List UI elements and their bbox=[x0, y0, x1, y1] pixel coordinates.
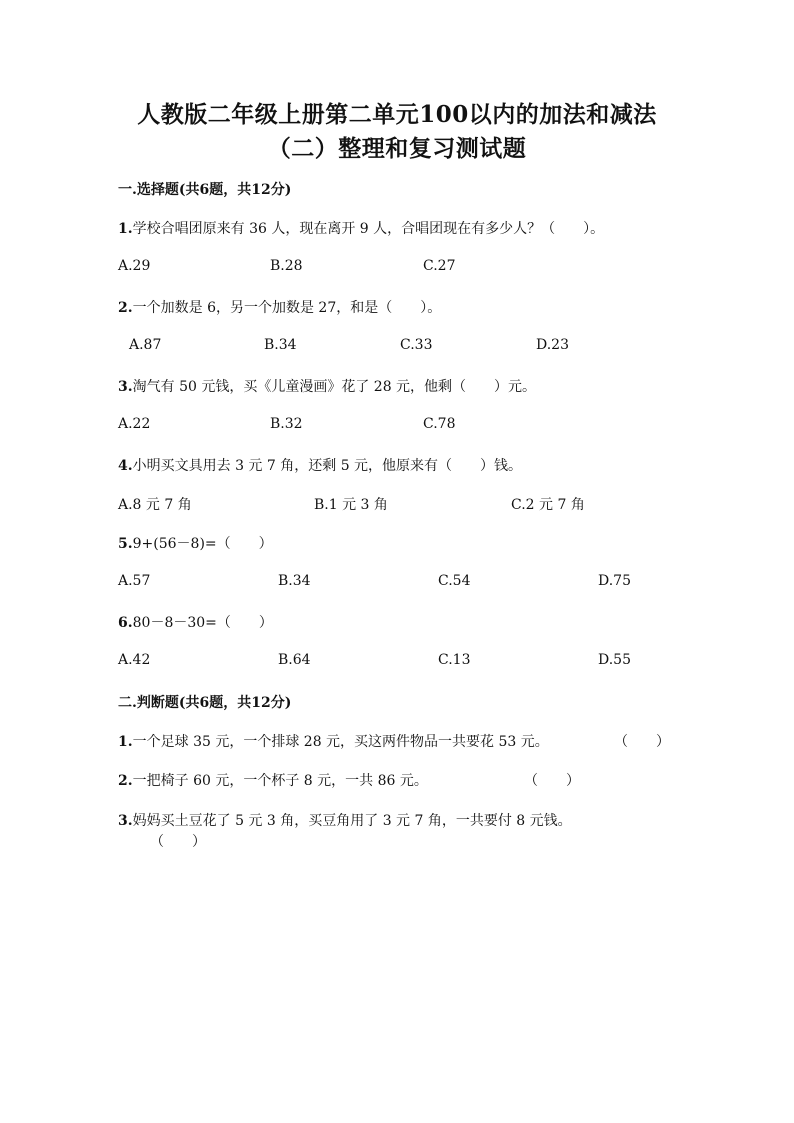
question-text: 80－8－30=（ ） bbox=[132, 615, 273, 631]
question-text: 一把椅子 60 元，一个杯子 8 元，一共 86 元。 bbox=[132, 773, 428, 789]
option-c: C.78 bbox=[423, 416, 456, 432]
option-b: B.34 bbox=[278, 573, 311, 589]
question-number: 1. bbox=[118, 734, 133, 750]
answer-parentheses: （ ） bbox=[614, 734, 670, 750]
option-a: A.57 bbox=[118, 573, 151, 589]
option-c: C.13 bbox=[438, 652, 471, 668]
answer-parentheses: （ ） bbox=[524, 773, 580, 789]
question-2 bbox=[118, 297, 441, 317]
question-number: 4. bbox=[118, 458, 133, 474]
question-number: 5. bbox=[118, 536, 133, 552]
question-text: 淘气有 50 元钱，买《儿童漫画》花了 28 元，他剩（ ）元。 bbox=[132, 379, 537, 395]
option-b: B.64 bbox=[278, 652, 311, 668]
answer-parentheses: （ ） bbox=[150, 834, 206, 850]
question-text: 9+(56－8)=（ ） bbox=[132, 536, 273, 552]
question-number: 6. bbox=[118, 615, 133, 631]
option-b: B.28 bbox=[270, 258, 303, 274]
judgment-question-2 bbox=[118, 770, 428, 790]
option-a: A.8 元 7 角 bbox=[118, 497, 192, 513]
question-number: 1. bbox=[118, 221, 133, 237]
section-heading-choice: 一.选择题(共6题，共12分) bbox=[118, 182, 292, 198]
question-number: 3. bbox=[118, 379, 133, 395]
question-text: 一个足球 35 元，一个排球 28 元，买这两件物品一共要花 53 元。 bbox=[132, 734, 549, 750]
option-a: A.29 bbox=[118, 258, 151, 274]
page-title-line2: （二）整理和复习测试题 bbox=[267, 135, 527, 162]
question-text: 妈妈买土豆花了 5 元 3 角，买豆角用了 3 元 7 角，一共要付 8 元钱。 bbox=[132, 813, 572, 829]
option-c: C.27 bbox=[423, 258, 456, 274]
judgment-question-3 bbox=[118, 810, 572, 830]
option-d: D.55 bbox=[598, 652, 631, 668]
question-text: 一个加数是 6，另一个加数是 27，和是（ ）。 bbox=[132, 300, 442, 316]
option-c: C.2 元 7 角 bbox=[511, 497, 585, 513]
judgment-question-1 bbox=[118, 731, 549, 751]
question-number: 2. bbox=[118, 773, 133, 789]
option-b: B.1 元 3 角 bbox=[314, 497, 388, 513]
page-title-line1: 人教版二年级上册第二单元100以内的加法和减法 bbox=[137, 101, 657, 128]
option-a: A.42 bbox=[118, 652, 151, 668]
question-3 bbox=[118, 376, 536, 396]
option-d: D.23 bbox=[536, 337, 569, 353]
option-c: C.54 bbox=[438, 573, 471, 589]
question-1 bbox=[118, 218, 604, 238]
option-b: B.32 bbox=[270, 416, 303, 432]
question-6 bbox=[118, 612, 273, 632]
question-text: 学校合唱团原来有 36 人，现在离开 9 人，合唱团现在有多少人？（ ）。 bbox=[132, 221, 605, 237]
option-a: A.22 bbox=[118, 416, 151, 432]
section-heading-judgment: 二.判断题(共6题，共12分) bbox=[118, 695, 292, 711]
option-a: A.87 bbox=[129, 337, 162, 353]
question-5 bbox=[118, 533, 273, 553]
option-c: C.33 bbox=[400, 337, 433, 353]
question-number: 2. bbox=[118, 300, 133, 316]
option-d: D.75 bbox=[598, 573, 631, 589]
question-number: 3. bbox=[118, 813, 133, 829]
question-text: 小明买文具用去 3 元 7 角，还剩 5 元，他原来有（ ）钱。 bbox=[132, 458, 523, 474]
question-4 bbox=[118, 455, 522, 475]
option-b: B.34 bbox=[264, 337, 297, 353]
